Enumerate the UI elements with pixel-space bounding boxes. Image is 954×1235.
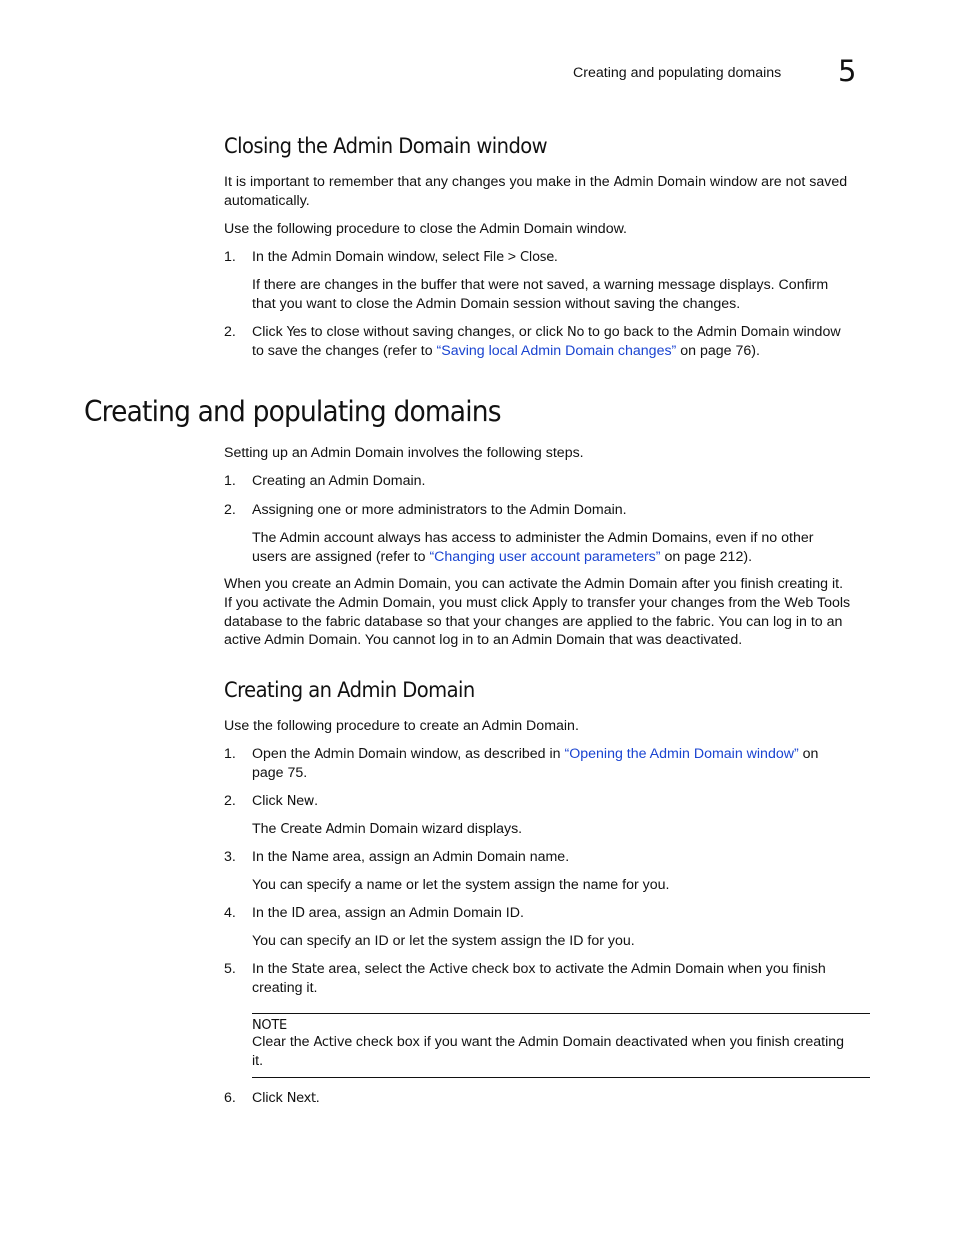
create-ad-step2: Click New. (252, 793, 319, 809)
creating-para-line3: database to the fabric database so that your changes are applied to the fabric. You can log in to an (224, 614, 843, 630)
create-ad-step2-note: The Create Admin Domain wizard displays. (252, 821, 523, 837)
create-ad-step3-note: You can specify a name or let the system assign the name for you. (252, 877, 670, 893)
create-ad-procedure: Use the following procedure to create an Admin Domain. (224, 718, 579, 734)
creating-step1: Creating an Admin Domain. (252, 473, 426, 489)
note-label: NOTE (252, 1018, 287, 1033)
closing-step1: In the Admin Domain window, select File > Close. (252, 249, 558, 265)
create-ad-step1-line2: page 75. (252, 765, 308, 781)
creating-intro: Setting up an Admin Domain involves the following steps. (224, 445, 584, 461)
chapter-number: 5 (838, 54, 857, 88)
create-ad-step6: Click Next. (252, 1090, 320, 1106)
creating-para-line1: When you create an Admin Domain, you can activate the Admin Domain after you finish creating it. (224, 576, 844, 592)
note-bottom-rule (252, 1077, 870, 1078)
heading-creating-populating: Creating and populating domains (84, 395, 501, 428)
note-top-rule (252, 1013, 870, 1014)
step-number: 5. (224, 961, 236, 977)
note-text-line1: Clear the Active check box if you want the Admin Domain deactivated when you finish creating (252, 1034, 845, 1050)
step-number: 1. (224, 249, 236, 265)
step-number: 2. (224, 502, 236, 518)
creating-para-line4: active Admin Domain. You cannot log in to an Admin Domain that was deactivated. (224, 632, 743, 648)
create-ad-step5-line1: In the State area, select the Active check box to activate the Admin Domain when you finish (252, 961, 826, 977)
closing-step1-note-line2: that you want to close the Admin Domain session without saving the changes. (252, 296, 741, 312)
closing-intro-line1: It is important to remember that any changes you make in the Admin Domain window are not saved (224, 174, 848, 190)
creating-step2-note-line1: The Admin account always has access to administer the Admin Domains, even if no other (252, 530, 814, 546)
closing-step1-note-line1: If there are changes in the buffer that were not saved, a warning message displays. Confirm (252, 277, 829, 293)
link-opening-admin-domain[interactable]: “Opening the Admin Domain window” (564, 746, 799, 762)
create-ad-step3: In the Name area, assign an Admin Domain name. (252, 849, 570, 865)
heading-creating-admin-domain: Creating an Admin Domain (224, 678, 475, 702)
create-ad-step4-note: You can specify an ID or let the system assign the ID for you. (252, 933, 635, 949)
closing-step2-line2: to save the changes (refer to “Saving local Admin Domain changes” on page 76). (252, 343, 760, 359)
link-saving-changes[interactable]: “Saving local Admin Domain changes” (436, 343, 677, 359)
step-number: 1. (224, 473, 236, 489)
step-number: 1. (224, 746, 236, 762)
step-number: 4. (224, 905, 236, 921)
create-ad-step1-line1: Open the Admin Domain window, as described in “Opening the Admin Domain window” on (252, 746, 819, 762)
running-header: Creating and populating domains (573, 65, 782, 81)
step-number: 3. (224, 849, 236, 865)
note-text-line2: it. (252, 1053, 264, 1069)
creating-para-line2: If you activate the Admin Domain, you must click Apply to transfer your changes from the Web Tools (224, 595, 851, 611)
creating-step2-note-line2: users are assigned (refer to “Changing user account parameters” on page 212). (252, 549, 753, 565)
step-number: 2. (224, 793, 236, 809)
step-number: 2. (224, 324, 236, 340)
closing-step2-line1: Click Yes to close without saving changes, or click No to go back to the Admin Domain window (252, 324, 841, 340)
step-number: 6. (224, 1090, 236, 1106)
closing-procedure: Use the following procedure to close the Admin Domain window. (224, 221, 627, 237)
link-changing-user-account[interactable]: “Changing user account parameters” (429, 549, 661, 565)
create-ad-step4: In the ID area, assign an Admin Domain ID. (252, 905, 524, 921)
creating-step2: Assigning one or more administrators to the Admin Domain. (252, 502, 627, 518)
closing-intro-line2: automatically. (224, 193, 310, 209)
create-ad-step5-line2: creating it. (252, 980, 318, 996)
heading-closing-window: Closing the Admin Domain window (224, 134, 548, 158)
